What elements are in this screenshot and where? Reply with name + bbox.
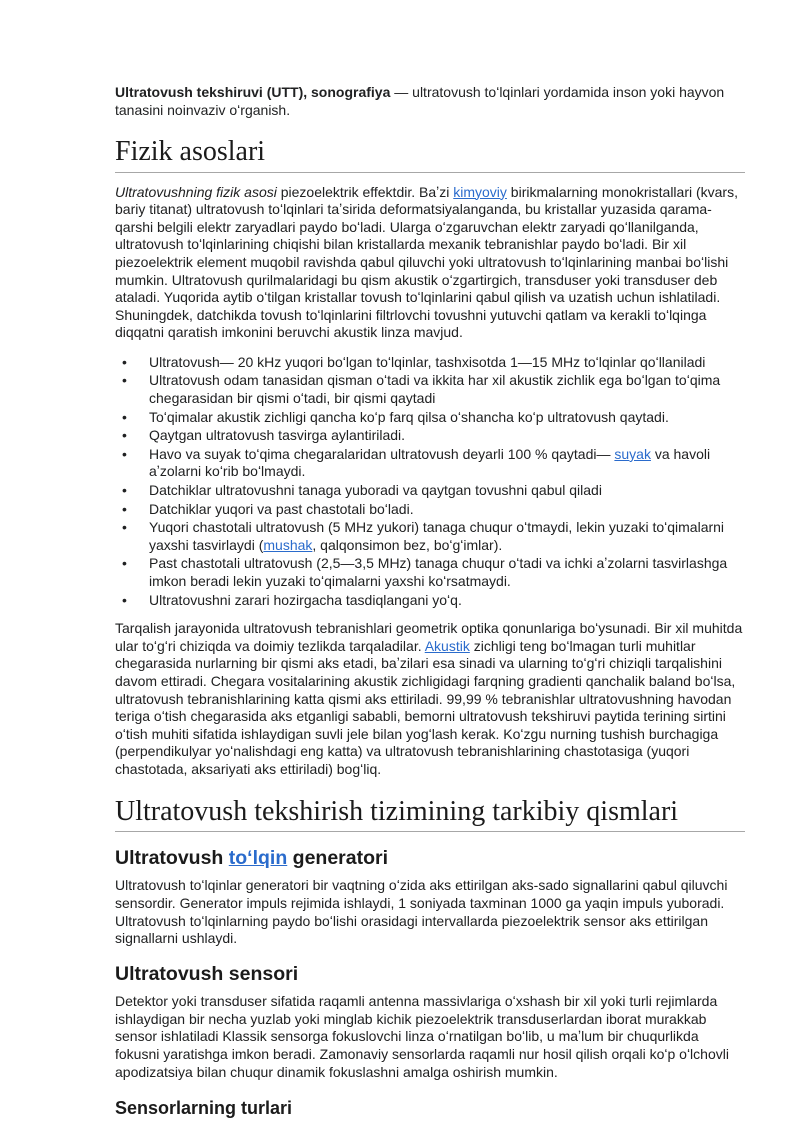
sensor-paragraph: Detektor yoki transduser sifatida raqamli antenna massivlariga oʻxshash bir xil yoki turli rejimlarda ishlaydigan bir necha yuzlab yoki minglab kichik piezoelektrik transduserlardan iborat murakkab sensor ishlatiladi Klassik sensorga fokuslovchi linza oʻrnatilgan boʻlib, u maʼlum bir chuqurlikda fokusni yaratishga imkon beradi. Zamonaviy sensorlarda raqamli nur hosil qilish orqali koʻp oʻlchovli apodizatsiya bilan chuqur dinamik fokuslashni amalga oshirish mumkin. bbox=[115, 993, 729, 1080]
bullet-text: Ultratovush odam tanasidan qisman oʻtadi va ikkita har xil akustik zichlik ega boʻlgan toʻqima chegarasidan bir qismi oʻtadi, bir qismi qaytadi bbox=[149, 372, 721, 407]
fizik-p2-text-b: zichligi teng boʻlmagan turli muhitlar chegarasida nurlarning bir qismi aks etadi, baʼzilari esa sinadi va ularning toʻgʻri chiziqli tarqalishini davom ettiradi. Chegara vositalarining akustik zichligidagi farqning gradienti qanchalik baland boʻlsa, ultratovush tebranishlarining katta qismi aks ettiriladi. 99,99 % tebranishlar ultratovushning havodan teriga oʻtish chegarasida aks etganligi sababli, bemorni ultratovush tekshiruvi paytida terining sirtini oʻtish muhiti sifatida ishlaydigan suvli jele bilan yogʻlash kerak. Koʻzgu nurning tushish burchagiga (perpendikulyar yoʻnalishdagi eng katta) va ultratovush tebranishlarining chastotasiga (yuqori chastotada, aksariyati aks ettiriladi) bogʻliq. bbox=[115, 637, 736, 777]
list-item bbox=[115, 592, 745, 610]
bullet-text: Datchiklar yuqori va past chastotali boʻladi. bbox=[149, 500, 414, 517]
bullet-text: , qalqonsimon bez, boʻgʻimlar). bbox=[312, 536, 503, 553]
fizik-p2-text-a: Tarqalish jarayonida ultratovush tebranishlari geometrik optika qonunlariga boʻysunadi. Bir xil muhitda ular toʻgʻri chiziqda va doimiy tezlikda tarqaladilar. bbox=[115, 620, 743, 654]
bullet-text: Past chastotali ultratovush (2,5—3,5 MHz) tanaga chuqur oʻtadi va ichki aʼzolarni tasvirlashga imkon beradi lekin yuzaki toʻqimalarni yaxshi koʻrsatmaydi. bbox=[149, 555, 728, 590]
fizik-paragraph-2 bbox=[115, 620, 745, 778]
link-suyak[interactable]: suyak bbox=[614, 445, 651, 462]
heading-text: Ultratovush bbox=[115, 846, 229, 869]
bullet-text: Toʻqimalar akustik zichligi qancha koʻp farq qilsa oʻshancha koʻp ultratovush qaytadi. bbox=[149, 408, 669, 425]
bullet-list bbox=[115, 354, 745, 609]
bullet-text: Havo va suyak toʻqima chegaralaridan ultratovush deyarli 100 % qaytadi— bbox=[149, 445, 615, 462]
link-akustik[interactable]: Akustik bbox=[424, 637, 470, 654]
subsection-heading-sensor-turlari: Sensorlarning turlari bbox=[115, 1098, 293, 1119]
list-item bbox=[115, 501, 745, 519]
bullet-text: Qaytgan ultratovush tasvirga aylantiriladi. bbox=[149, 427, 406, 444]
list-item bbox=[115, 409, 745, 427]
lead-paragraph bbox=[115, 84, 745, 119]
list-item bbox=[115, 446, 745, 481]
bullet-text: Ultratovush— 20 kHz yuqori boʻlgan toʻlqinlar, tashxisotda 1—15 MHz toʻlqinlar qoʻllaniladi bbox=[149, 353, 706, 370]
list-item bbox=[115, 354, 745, 372]
subsection-heading-sensor: Ultratovush sensori bbox=[115, 962, 299, 985]
section-heading-tarkibiy-qismlari: Ultratovush tekshirish tizimining tarkibiy qismlari bbox=[115, 796, 745, 832]
bullet-text: va havoli aʼzolarni koʻrib boʻlmaydi. bbox=[149, 445, 711, 480]
lead-definition: — ultratovush toʻlqinlari yordamida inson yoki hayvon tanasini noinvaziv oʻrganish. bbox=[115, 84, 725, 118]
link-mushak[interactable]: mushak bbox=[263, 536, 313, 553]
bullet-text: Datchiklar ultratovushni tanaga yuboradi va qaytgan tovushni qabul qiladi bbox=[149, 482, 602, 499]
list-item bbox=[115, 519, 745, 554]
list-item bbox=[115, 555, 745, 590]
link-tolqin[interactable]: toʻlqin bbox=[228, 846, 288, 869]
bullet-text: Ultratovushni zarari hozirgacha tasdiqlangani yoʻq. bbox=[149, 591, 462, 608]
fizik-paragraph-1 bbox=[115, 184, 745, 342]
list-item bbox=[115, 427, 745, 445]
fizik-p1-text-b: birikmalarning monokristallari (kvars, bariy titanat) ultratovush toʻlqinlari taʼsirida deformatsiyalanganda, bu kristallar yuzasida qarama-qarshi belgili elektr zaryadlari paydo boʻladi. Ularga oʻzgaruvchan elektr zaryadi qoʻllanilganda, ultratovush toʻlqinlarining chiqishi bilan kristallarda mexanik tebranishlar paydo boʻladi. Bir xil piezoelektrik element muqobil ravishda qabul qiluvchi yoki ultratovush toʻlqinlarining manbai boʻlishi mumkin. Ultratovush qurilmalaridagi bu qism akustik oʻzgartirgich, transduser yoki transduser deb ataladi. Yuqorida aytib oʻtilgan kristallar tovush toʻlqinlarini qabul qilish va uzatish uchun ishlatiladi. Shuningdek, datchikda tovush toʻlqinlarini filtrlovchi tovushni yutuvchi qatlam va kerakli toʻlqinga diqqatni qaratish imkonini beruvchi akustik linza mavjud. bbox=[115, 183, 738, 341]
italic-lead-phrase: Ultratovushning fizik asosi bbox=[115, 183, 277, 200]
link-kimyoviy[interactable]: kimyoviy bbox=[453, 183, 507, 200]
heading-text: generatori bbox=[287, 846, 389, 869]
list-item bbox=[115, 372, 745, 407]
lead-term: Ultratovush tekshiruvi (UTT), sonografiya bbox=[115, 84, 391, 100]
fizik-p1-text-a: piezoelektrik effektdir. Baʼzi bbox=[276, 183, 454, 200]
list-item bbox=[115, 482, 745, 500]
section-heading-fizik-asoslari: Fizik asoslari bbox=[115, 136, 745, 172]
generator-paragraph: Ultratovush toʻlqinlar generatori bir vaqtning oʻzida aks ettirilgan aks-sado signallarini qabul qiluvchi sensordir. Generator impuls rejimida ishlaydi, 1 soniyada taxminan 1000 ga yaqin impuls yuboradi. Ultratovush toʻlqinlarning paydo boʻlishi orasidagi intervallarda piezoelektrik sensor aks ettirilgan signallarni ushlaydi. bbox=[115, 877, 728, 947]
subsection-heading-generator bbox=[115, 847, 745, 869]
bullet-text: Yuqori chastotali ultratovush (5 MHz yukori) tanaga chuqur oʻtmaydi, lekin yuzaki toʻqimalarni yaxshi tasvirlaydi ( bbox=[149, 519, 725, 553]
